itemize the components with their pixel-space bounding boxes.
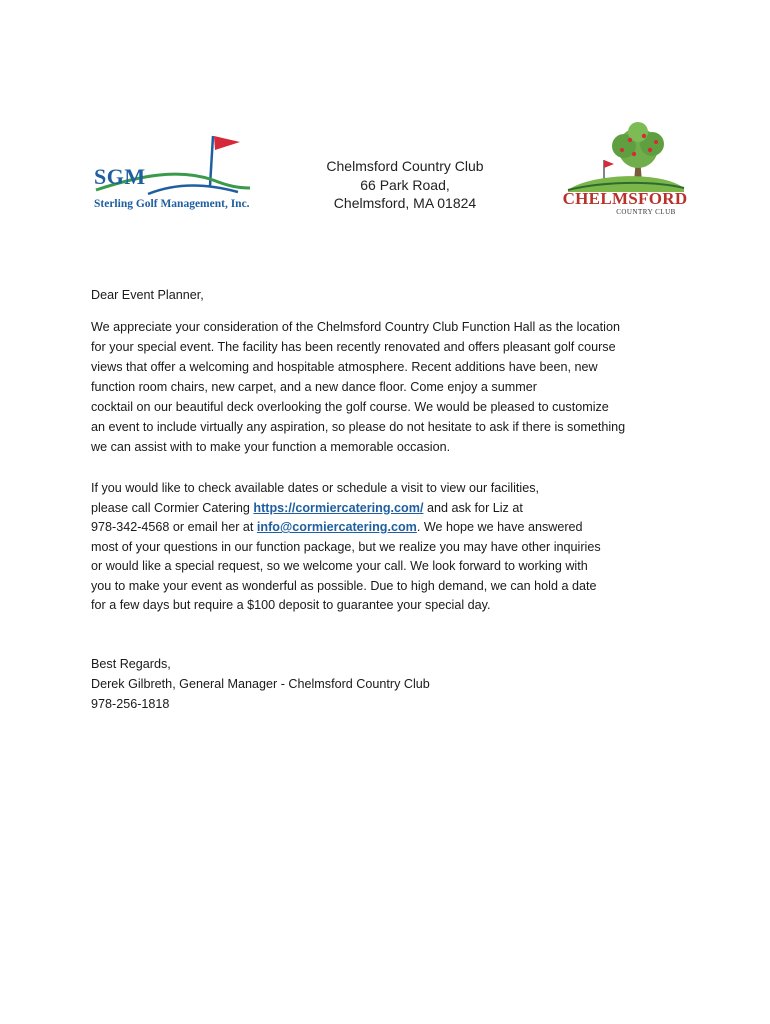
paragraph-line: most of your questions in our function package, but we realize you may have other inquiries xyxy=(91,539,601,554)
paragraph-line: we can assist with to make your function a memorable occasion. xyxy=(91,440,451,454)
sgm-logo xyxy=(88,128,258,220)
paragraph-line: for your special event. The facility has been recently renovated and offers pleasant golf course xyxy=(91,340,616,354)
paragraph-line: If you would like to check available dates or schedule a visit to view our facilities, xyxy=(91,481,540,495)
sgm-abbr: SGM xyxy=(94,164,146,189)
text-span: and ask for Liz at xyxy=(423,500,523,515)
signature: Derek Gilbreth, General Manager - Chelmsford Country Club xyxy=(91,676,430,691)
paragraph-contact xyxy=(91,479,691,616)
paragraph-line xyxy=(91,518,691,538)
paragraph-line xyxy=(91,499,691,519)
sgm-company-name: Sterling Golf Management, Inc. xyxy=(94,198,250,210)
paragraph-line: views that offer a welcoming and hospitable atmosphere. Recent additions have been, new xyxy=(91,360,598,374)
paragraph-line: an event to include virtually any aspiration, so please do not hesitate to ask if there is something xyxy=(91,420,626,434)
address-line-3: Chelmsford, MA 01824 xyxy=(333,195,477,211)
club-address xyxy=(300,157,510,213)
paragraph-line: We appreciate your consideration of the Chelmsford Country Club Function Hall as the location xyxy=(91,320,620,334)
closing: Best Regards, xyxy=(91,656,171,671)
paragraph-line: for a few days but require a $100 deposit to guarantee your special day. xyxy=(91,598,491,612)
paragraph-line: function room chairs, new carpet, and a new dance floor. Come enjoy a summer xyxy=(91,380,537,394)
text-span: 978-342-4568 or email her at xyxy=(91,520,257,534)
chelmsford-wordmark: CHELMSFORD xyxy=(562,189,688,208)
address-line-1: Chelmsford Country Club xyxy=(326,158,484,174)
paragraph-line: or would like a special request, so we welcome your call. We look forward to working with xyxy=(91,559,588,573)
chelmsford-logo xyxy=(560,120,690,220)
text-span: please call Cormier Catering xyxy=(91,500,254,515)
paragraph-line: you to make your event as wonderful as possible. Due to high demand, we can hold a date xyxy=(91,578,597,593)
salutation: Dear Event Planner, xyxy=(91,288,204,302)
country-club-subtitle: COUNTRY CLUB xyxy=(616,208,676,216)
phone-number: 978-256-1818 xyxy=(91,696,170,711)
paragraph-intro xyxy=(91,317,691,457)
text-span: . We hope we have answered xyxy=(416,520,583,534)
letter-body xyxy=(91,285,691,714)
paragraph-line: cocktail on our beautiful deck overlooking the golf course. We would be pleased to customize xyxy=(91,400,609,414)
website-link[interactable]: https://cormiercatering.com/ xyxy=(253,500,424,515)
email-link[interactable]: info@cormiercatering.com xyxy=(256,520,417,534)
address-line-2: 66 Park Road, xyxy=(360,176,450,193)
